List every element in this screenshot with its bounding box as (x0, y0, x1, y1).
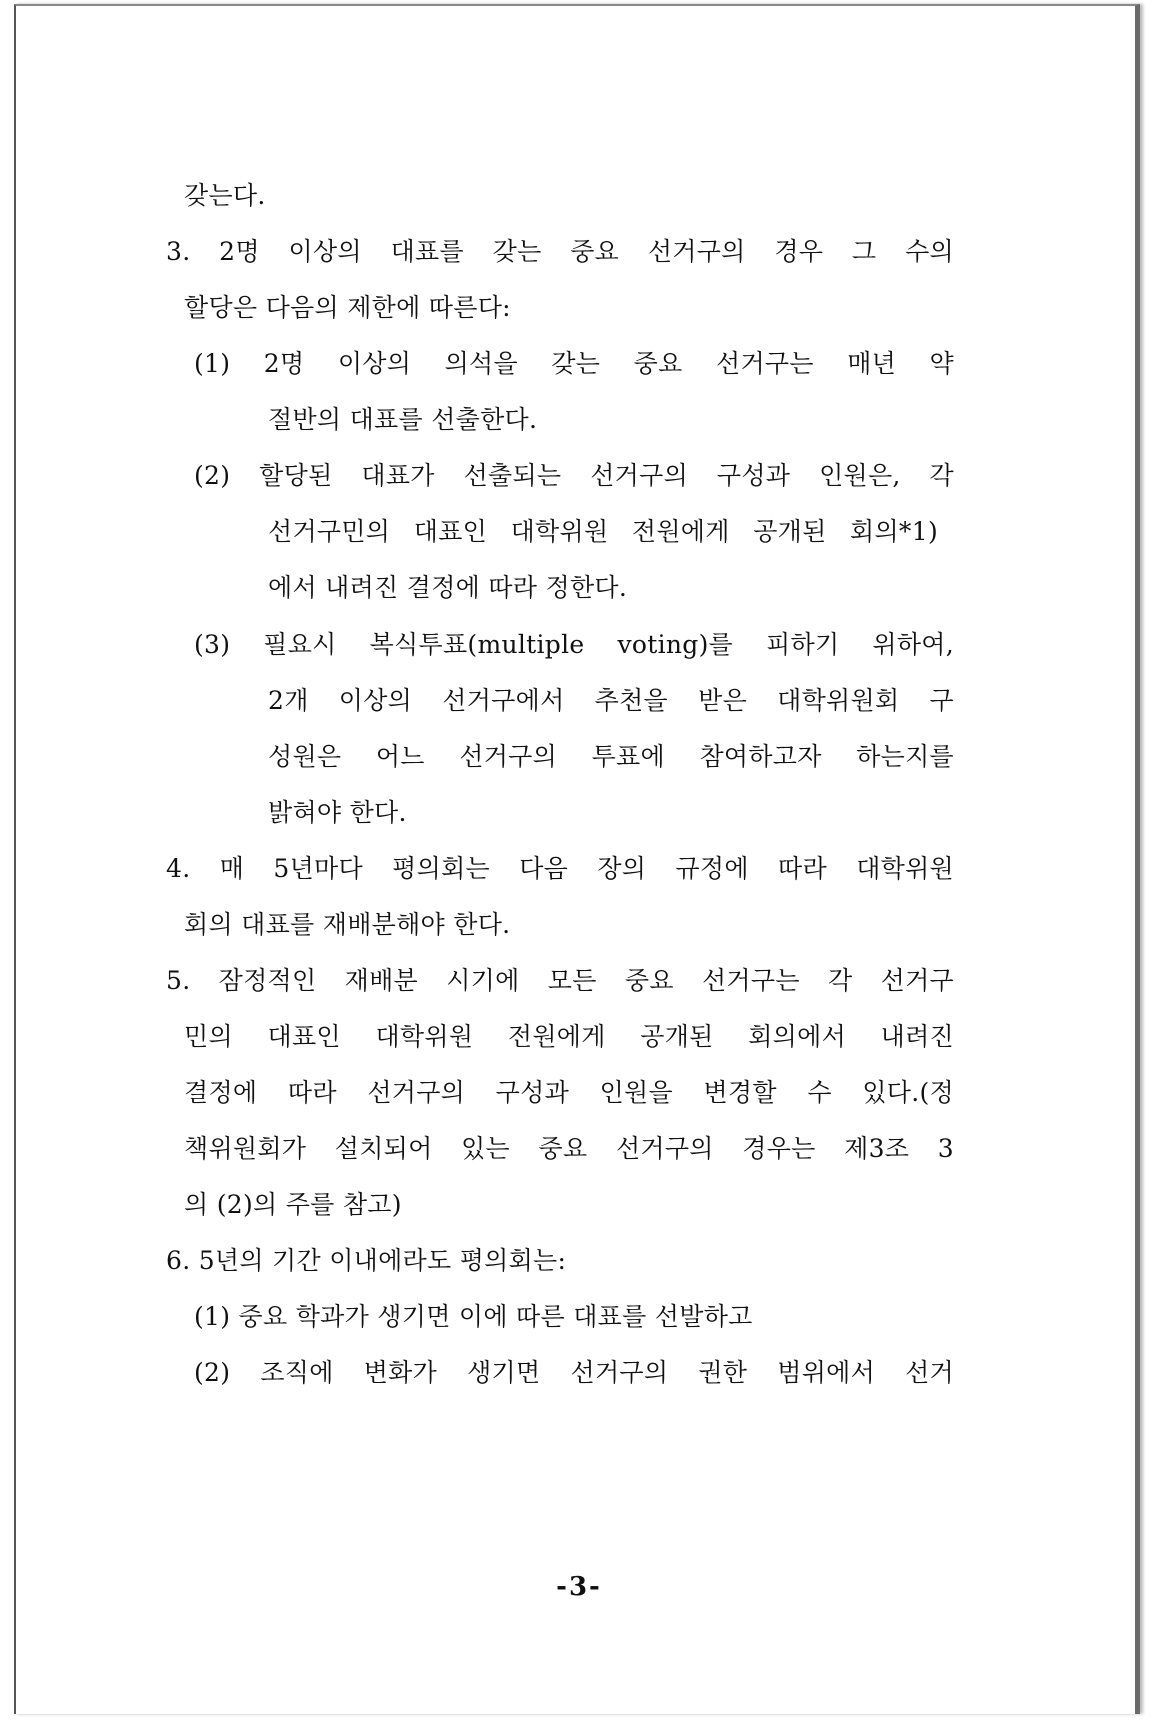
item-3-1-line-1: (1) 2명 이상의 의석을 갖는 중요 선거구는 매년 약 (194, 349, 954, 378)
item-6-1-line-1: (1) 중요 학과가 생기면 이에 따른 대표를 선발하고 (194, 1302, 753, 1331)
item-5-line-5: 의 (2)의 주를 참고) (184, 1190, 402, 1219)
page-number: -3- (556, 1572, 602, 1602)
item-3-line-2: 할당은 다음의 제한에 따른다: (184, 293, 511, 322)
item-4-line-1: 4. 매 5년마다 평의회는 다음 장의 규정에 따라 대학위원 (166, 854, 954, 883)
item-3-line-1: 3. 2명 이상의 대표를 갖는 중요 선거구의 경우 그 수의 (166, 237, 954, 266)
item-3-1-line-2: 절반의 대표를 선출한다. (268, 405, 538, 434)
item-3-3-line-4: 밝혀야 한다. (268, 798, 407, 827)
item-3-2-line-2: 선거구민의 대표인 대학위원 전원에게 공개된 회의*1) (268, 517, 938, 546)
item-3-3-line-3: 성원은 어느 선거구의 투표에 참여하고자 하는지를 (268, 742, 954, 771)
item-3-2-line-3: 에서 내려진 결정에 따라 정한다. (268, 573, 628, 602)
item-5-line-2: 민의 대표인 대학위원 전원에게 공개된 회의에서 내려진 (184, 1022, 954, 1051)
item-6-2-line-1: (2) 조직에 변화가 생기면 선거구의 권한 범위에서 선거 (194, 1358, 954, 1387)
item-3-3-line-1: (3) 필요시 복식투표(multiple voting)를 피하기 위하여, (194, 630, 954, 659)
item-5-line-4: 책위원회가 설치되어 있는 중요 선거구의 경우는 제3조 3 (184, 1134, 954, 1163)
item-6-line-1: 6. 5년의 기간 이내에라도 평의회는: (166, 1246, 567, 1275)
text-line-1: 갖는다. (184, 181, 266, 210)
item-3-2-line-1: (2) 할당된 대표가 선출되는 선거구의 구성과 인원은, 각 (194, 461, 954, 490)
document-page (14, 4, 1140, 1714)
item-5-line-3: 결정에 따라 선거구의 구성과 인원을 변경할 수 있다.(정 (184, 1078, 954, 1107)
item-3-3-line-2: 2개 이상의 선거구에서 추천을 받은 대학위원회 구 (268, 686, 954, 715)
item-4-line-2: 회의 대표를 재배분해야 한다. (184, 910, 511, 939)
item-5-line-1: 5. 잠정적인 재배분 시기에 모든 중요 선거구는 각 선거구 (166, 966, 954, 995)
